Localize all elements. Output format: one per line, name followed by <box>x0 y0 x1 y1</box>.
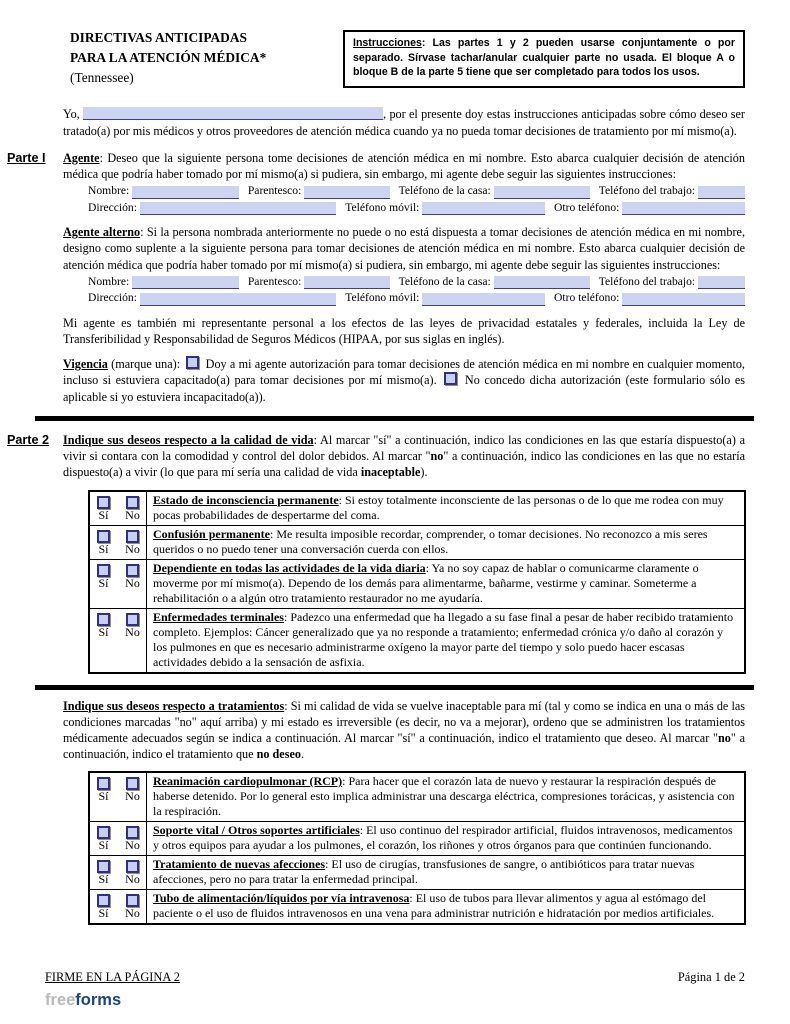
table-row <box>89 822 745 856</box>
document-title <box>70 28 266 88</box>
treatments-intro: Indique sus deseos respecto a tratamientos: Si mi calidad de vida se vuelve inaceptable para mí (tal y como se indica en una o más de las condiciones marcadas "no" aquí arriba) y mi estado es irreversible (es decir, no va a mejorar), ordeno que se administren los tratamientos médicamente adecuados según se indica a continuación. Al marcar "sí" a continuación, indico el tratamiento que deseo. Al marcar "no" a continuación, indico el tratamiento que no deseo. <box>63 698 745 762</box>
parte2-section <box>0 432 790 674</box>
instructions-box <box>343 30 745 88</box>
no-label: No <box>125 624 140 639</box>
fill-in-field[interactable] <box>422 202 545 215</box>
parte1-label: Parte I <box>7 150 46 165</box>
fill-in-field[interactable] <box>132 276 239 289</box>
yes-checkbox[interactable] <box>97 613 110 626</box>
no-label: No <box>125 872 140 887</box>
table-row <box>89 559 745 608</box>
no-label: No <box>125 507 140 522</box>
no-checkbox[interactable] <box>126 613 139 626</box>
yes-no-cell <box>89 856 147 890</box>
table-row <box>89 772 745 822</box>
fill-in-field[interactable] <box>494 276 590 289</box>
document-header <box>0 28 790 88</box>
no-checkbox[interactable] <box>126 496 139 509</box>
treatment-description: Tratamiento de nuevas afecciones: El uso de cirugías, transfusiones de sangre, o antibióticos para tratar nuevas afecciones, pero no para tratar la enfermedad principal. <box>147 856 746 890</box>
no-checkbox[interactable] <box>126 564 139 577</box>
alternate-agent-paragraph: Agente alterno: Si la persona nombrada anteriormente no puede o no está dispuesta a tomar decisiones de atención médica en mi nombre, designo como suplente a la siguiente persona para tomar decisiones de atención médica en mi nombre. Esto abarca cualquier decisión de atención médica que podría haber tomado por mí mismo(a) si pudiera, sin embargo, mi agente debe seguir las siguientes instrucciones: <box>63 225 746 272</box>
yes-label: Sí <box>98 624 109 639</box>
agent-fields-row-1: Nombre: Parentesco: Teléfono de la casa: Teléfono del trabajo: <box>88 184 745 198</box>
sign-page2-note: FIRME EN LA PÁGINA 2 <box>45 969 180 984</box>
agent-fields-row-2: Dirección: Teléfono móvil: Otro teléfono: <box>88 201 745 215</box>
yes-no-cell <box>89 772 147 822</box>
title-line-1: DIRECTIVAS ANTICIPADAS <box>70 30 247 45</box>
yes-label: Sí <box>98 838 109 853</box>
yes-no-cell <box>89 525 147 559</box>
condition-description: Confusión permanente: Me resulta imposible recordar, comprender, o tomar decisiones. No reconozco a mis seres queridos o no puedo tener una conversación cuerda con ellos. <box>147 525 746 559</box>
table-row <box>89 890 745 925</box>
no-label: No <box>125 906 140 921</box>
logo-forms-text: forms <box>75 991 122 1010</box>
page-footer <box>0 969 790 1012</box>
table-row <box>89 525 745 559</box>
yes-no-cell <box>89 890 147 925</box>
yes-label: Sí <box>98 507 109 522</box>
table-row <box>89 856 745 890</box>
fill-in-field[interactable] <box>132 186 239 199</box>
title-subtitle: (Tennessee) <box>70 70 134 86</box>
no-label: No <box>125 789 140 804</box>
fill-in-field[interactable] <box>422 293 545 306</box>
condition-description: Estado de inconsciencia permanente: Si estoy totalmente inconsciente de las personas o de lo que me rodea con muy pocas probabilidades de despertarme del coma. <box>147 491 746 526</box>
declaration-paragraph: Yo, , por el presente doy estas instrucciones anticipadas sobre cómo deseo ser tratado(a) por mis médicos y otros proveedores de atención médica cuando ya no pueda tomar decisiones de tratamiento por mí mismo(a). <box>63 107 745 138</box>
table-row <box>89 491 745 526</box>
yes-no-cell <box>89 559 147 608</box>
quality-of-life-table <box>88 490 746 674</box>
section-divider <box>35 685 754 690</box>
instructions-text: : Las partes 1 y 2 pueden usarse conjuntamente o por separado. Sírvase tachar/anular cualquier parte no usada. El bloque A o bloque B de la parte 5 tiene que ser completado para todos los usos. <box>353 37 735 79</box>
section-divider <box>35 416 754 421</box>
no-checkbox[interactable] <box>126 530 139 543</box>
yes-checkbox[interactable] <box>97 496 110 509</box>
fill-in-field[interactable] <box>140 293 336 306</box>
fill-in-field[interactable] <box>304 186 389 199</box>
fill-in-field[interactable] <box>494 186 590 199</box>
yes-checkbox[interactable] <box>97 564 110 577</box>
no-label: No <box>125 575 140 590</box>
yes-label: Sí <box>98 789 109 804</box>
yes-label: Sí <box>98 575 109 590</box>
checkbox[interactable] <box>444 372 457 385</box>
treatment-description: Reanimación cardiopulmonar (RCP): Para hacer que el corazón lata de nuevo y restaurar la respiración después de haberse detenido. Por lo general esto implica administrar una descarga eléctrica, compresiones torácicas, y asistencia con la respiración. <box>147 772 746 822</box>
logo-free-text: free <box>45 991 76 1010</box>
fill-in-field[interactable] <box>622 202 745 215</box>
quality-of-life-intro: Indique sus deseos respecto a la calidad de vida: Al marcar "sí" a continuación, indico las condiciones en las que estaría dispuesto(a) a vivir si contara con la comodidad y control del dolor debidos. Al marcar "no" a continuación, indico las condiciones en las que no estaría dispuesto(a) a vivir (lo que para mí sería una calidad de vida inaceptable). <box>63 432 745 480</box>
fill-in-field[interactable] <box>698 186 745 199</box>
table-row <box>89 608 745 673</box>
no-label: No <box>125 541 140 556</box>
checkbox[interactable] <box>186 356 199 369</box>
yes-label: Sí <box>98 872 109 887</box>
no-label: No <box>125 838 140 853</box>
yes-checkbox[interactable] <box>97 530 110 543</box>
yes-no-cell <box>89 608 147 673</box>
page-number: Página 1 de 2 <box>677 969 745 984</box>
agent-paragraph: Agente: Deseo que la siguiente persona tome decisiones de atención médica en mi nombre. Esto abarca cualquier decisión de atención médica que podría haber tomado por mí mismo(a) si pudiera, sin embargo, mi agente debe seguir las siguientes instrucciones: <box>63 150 745 181</box>
parte2-label: Parte 2 <box>7 432 50 447</box>
condition-description: Enfermedades terminales: Padezco una enfermedad que ha llegado a su fase final a pesar de haber recibido tratamiento completo. Ejemplos: Cáncer generalizado que ya no responde a tratamiento; enfermedad crónica y/o daño al corazón y los pulmones en que es necesario administrarme oxígeno la mayor parte del tiempo y solo puedo hacer escasas actividades debido a la sensación de asfixia. <box>147 608 746 673</box>
yes-label: Sí <box>98 541 109 556</box>
fill-in-field[interactable] <box>698 276 745 289</box>
fill-in-field[interactable] <box>622 293 745 306</box>
hipaa-paragraph: Mi agente es también mi representante personal a los efectos de las leyes de privacidad estatales y federales, incluida la Ley de Transferibilidad y Responsabilidad de Seguros Médicos (HIPAA, por sus siglas en inglés). <box>63 315 745 347</box>
alternate-agent-fields-row-1: Nombre: Parentesco: Teléfono de la casa: Teléfono del trabajo: <box>88 275 745 289</box>
alternate-agent-fields-row-2: Dirección: Teléfono móvil: Otro teléfono: <box>88 291 745 305</box>
freeforms-logo <box>45 990 790 1012</box>
treatments-table <box>88 771 746 925</box>
treatment-description: Soporte vital / Otros soportes artificiales: El uso continuo del respirador artificial, fluidos intravenosos, medicamentos y otros equipos para ayudar a los pulmones, el corazón, los riñones y otros órganos para que continúen funcionando. <box>147 822 746 856</box>
fill-in-field[interactable] <box>304 276 389 289</box>
instructions-label: Instrucciones <box>353 37 422 49</box>
fill-in-field[interactable] <box>140 202 336 215</box>
yes-no-cell <box>89 491 147 526</box>
treatment-description: Tubo de alimentación/líquidos por vía intravenosa: El uso de tubos para llevar alimentos y agua al estómago del paciente o el uso de fluidos intravenosos en una vena para administrar nutrición e hidratación por medios artificiales. <box>147 890 746 925</box>
yes-no-cell <box>89 822 147 856</box>
fill-in-field[interactable] <box>83 107 383 120</box>
title-line-2: PARA LA ATENCIÓN MÉDICA* <box>70 50 267 66</box>
parte1-section <box>0 150 790 405</box>
condition-description: Dependiente en todas las actividades de la vida diaria: Ya no soy capaz de hablar o comunicarme claramente o moverme por mí mismo(a). Dependo de los demás para alimentarme, bañarme, vestirme y caminar. Someterme a rehabilitación o a algún otro tratamiento restaurador no me ayudaría. <box>147 559 746 608</box>
yes-label: Sí <box>98 906 109 921</box>
vigencia-paragraph: Vigencia (marque una): Doy a mi agente autorización para tomar decisiones de atención médica en mi nombre en cualquier momento, incluso si estuviera capacitado(a) para tomar decisiones por mí mismo(a). No concedo dicha autorización (este formulario sólo es aplicable si yo estuviera incapacitado(a)). <box>63 357 745 404</box>
